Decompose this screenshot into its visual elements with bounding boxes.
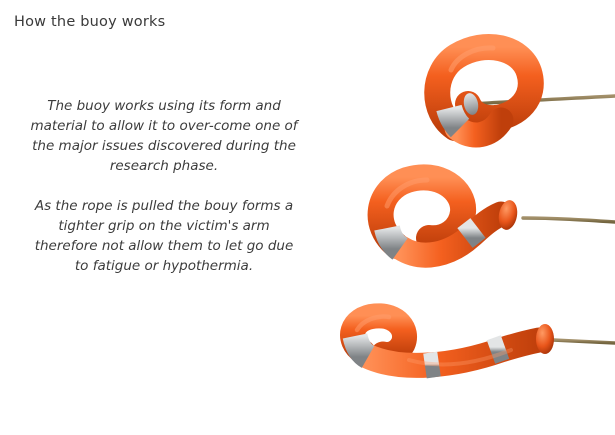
buoy-open-loop <box>437 47 615 135</box>
buoy-tight-grip <box>353 316 615 366</box>
buoy-sequence-illustration <box>305 0 615 435</box>
paragraph-2: As the rope is pulled the bouy forms a tighter grip on the victim's arm therefore not allow them to let go due to fatigue or hypothermia. <box>34 198 294 274</box>
body-copy <box>28 96 300 276</box>
page-title: How the buoy works <box>14 14 166 30</box>
buoy-partially-closed <box>381 177 615 255</box>
paragraph-1: The buoy works using its form and material to allow it to over-come one of the major issues discovered during the research phase. <box>30 98 298 174</box>
